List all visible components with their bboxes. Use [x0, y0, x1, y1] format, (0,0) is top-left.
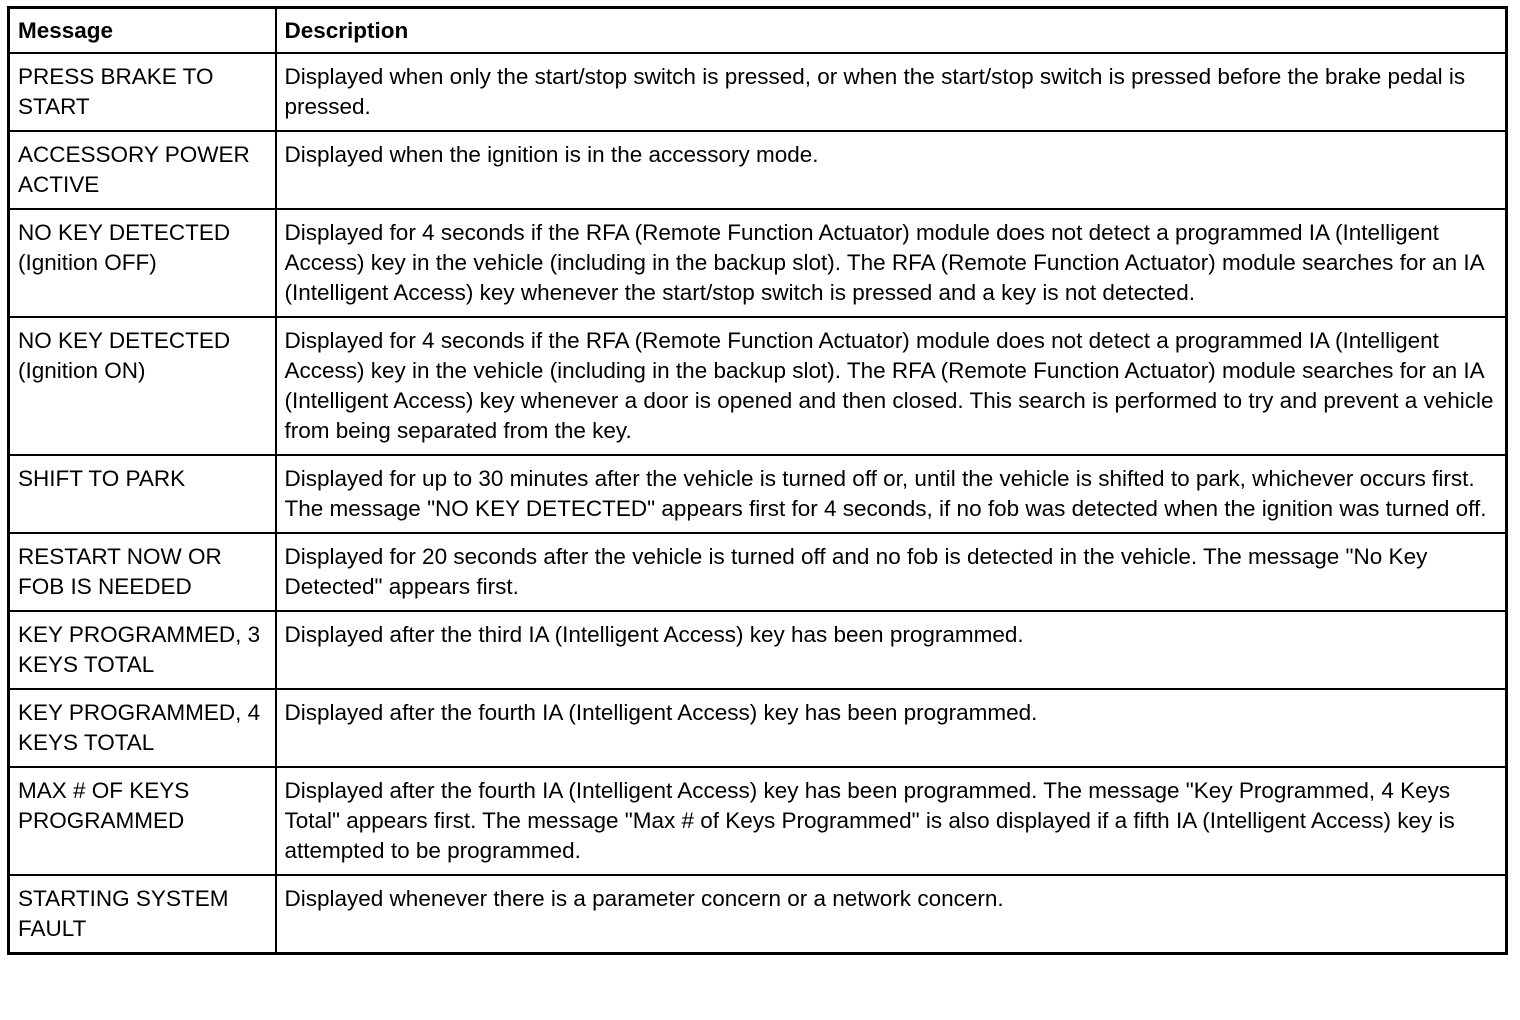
message-cell: ACCESSORY POWER ACTIVE	[9, 131, 276, 209]
description-cell: Displayed when only the start/stop switch is pressed, or when the start/stop switch is pressed before the brake pedal is pressed.	[276, 53, 1507, 131]
message-cell: RESTART NOW OR FOB IS NEEDED	[9, 533, 276, 611]
table-row	[9, 875, 1507, 954]
table-row	[9, 317, 1507, 455]
message-cell: SHIFT TO PARK	[9, 455, 276, 533]
table-row	[9, 455, 1507, 533]
description-cell: Displayed after the fourth IA (Intelligent Access) key has been programmed.	[276, 689, 1507, 767]
table-body	[9, 53, 1507, 954]
description-cell: Displayed after the fourth IA (Intelligent Access) key has been programmed. The message "Key Programmed, 4 Keys Total" appears first. The message "Max # of Keys Programmed" is also displayed if a fifth IA (Intelligent Access) key is attempted to be programmed.	[276, 767, 1507, 875]
table-row	[9, 611, 1507, 689]
table-row	[9, 209, 1507, 317]
table-row	[9, 689, 1507, 767]
message-cell: NO KEY DETECTED (Ignition ON)	[9, 317, 276, 455]
table-header-row	[9, 8, 1507, 54]
description-cell: Displayed for 4 seconds if the RFA (Remote Function Actuator) module does not detect a programmed IA (Intelligent Access) key in the vehicle (including in the backup slot). The RFA (Remote Function Actuator) module searches for an IA (Intelligent Access) key whenever the start/stop switch is pressed and a key is not detected.	[276, 209, 1507, 317]
message-cell: STARTING SYSTEM FAULT	[9, 875, 276, 954]
description-cell: Displayed for up to 30 minutes after the vehicle is turned off or, until the vehicle is shifted to park, whichever occurs first. The message "NO KEY DETECTED" appears first for 4 seconds, if no fob was detected when the ignition was turned off.	[276, 455, 1507, 533]
description-cell: Displayed whenever there is a parameter concern or a network concern.	[276, 875, 1507, 954]
description-cell: Displayed for 20 seconds after the vehicle is turned off and no fob is detected in the vehicle. The message "No Key Detected" appears first.	[276, 533, 1507, 611]
description-cell: Displayed when the ignition is in the accessory mode.	[276, 131, 1507, 209]
header-message: Message	[9, 8, 276, 54]
table-row	[9, 53, 1507, 131]
message-cell: KEY PROGRAMMED, 3 KEYS TOTAL	[9, 611, 276, 689]
message-cell: PRESS BRAKE TO START	[9, 53, 276, 131]
description-cell: Displayed for 4 seconds if the RFA (Remote Function Actuator) module does not detect a programmed IA (Intelligent Access) key in the vehicle (including in the backup slot). The RFA (Remote Function Actuator) module searches for an IA (Intelligent Access) key whenever a door is opened and then closed. This search is performed to try and prevent a vehicle from being separated from the key.	[276, 317, 1507, 455]
message-cell: NO KEY DETECTED (Ignition OFF)	[9, 209, 276, 317]
header-description: Description	[276, 8, 1507, 54]
table-row	[9, 767, 1507, 875]
message-description-table	[7, 6, 1508, 955]
table-row	[9, 131, 1507, 209]
message-cell: MAX # OF KEYS PROGRAMMED	[9, 767, 276, 875]
description-cell: Displayed after the third IA (Intelligent Access) key has been programmed.	[276, 611, 1507, 689]
table-row	[9, 533, 1507, 611]
message-cell: KEY PROGRAMMED, 4 KEYS TOTAL	[9, 689, 276, 767]
